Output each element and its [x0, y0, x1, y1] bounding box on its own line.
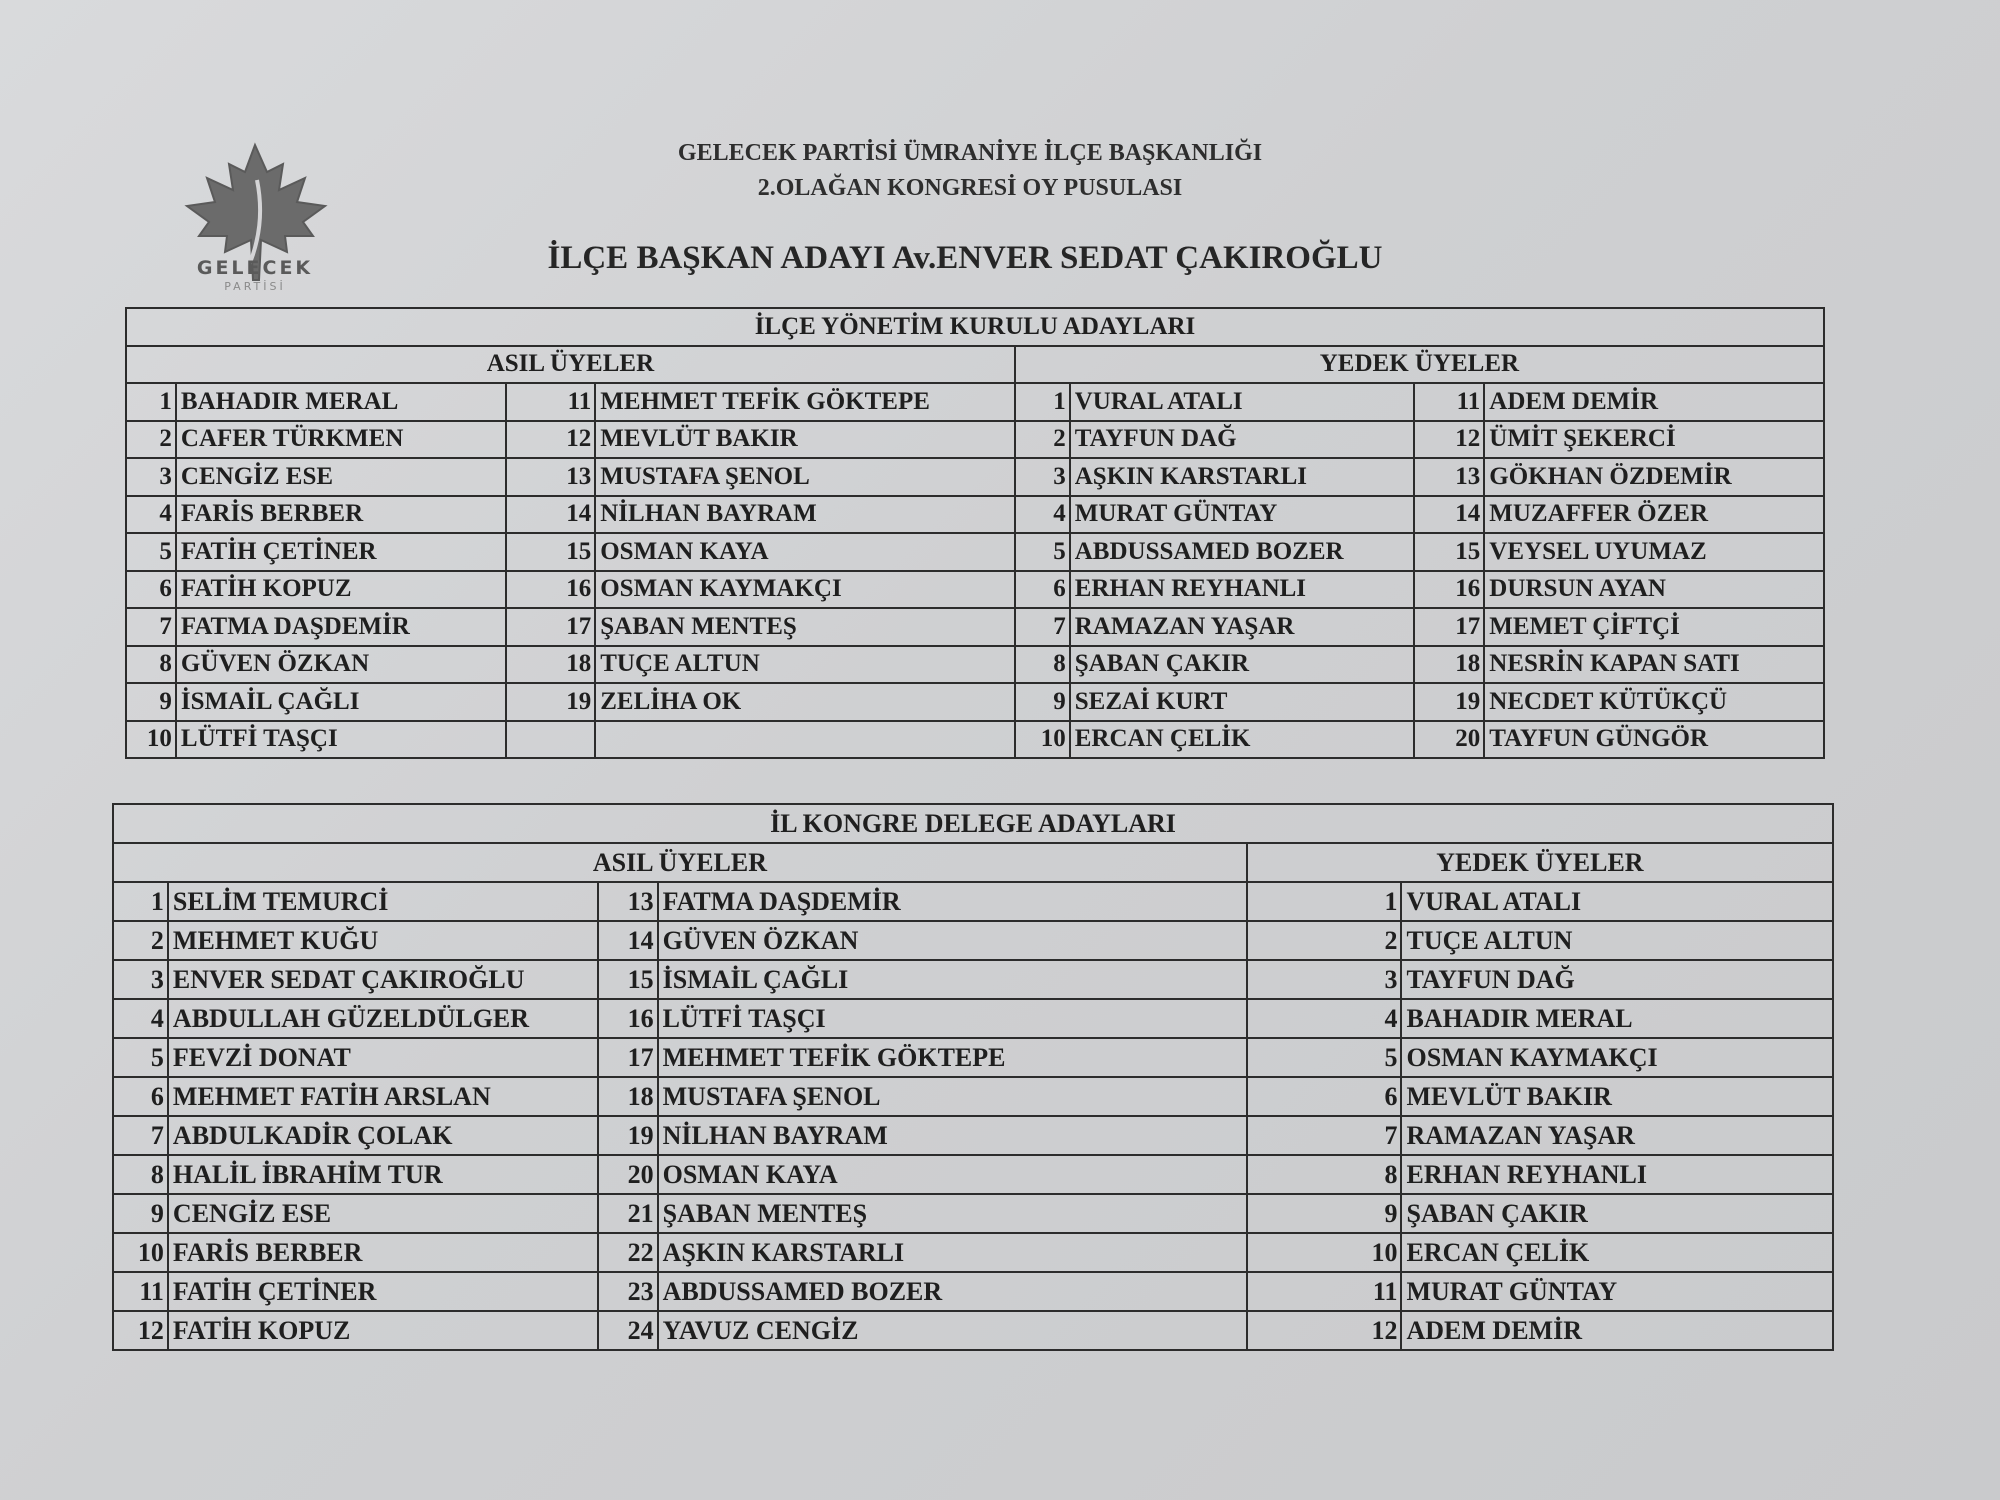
ilce-name-cell: ADEM DEMİR	[1484, 383, 1824, 421]
il-name-cell: FATİH KOPUZ	[168, 1311, 598, 1350]
il-number-cell: 19	[598, 1116, 658, 1155]
ilce-name-cell: ŞABAN ÇAKIR	[1070, 646, 1415, 684]
il-row	[113, 1272, 1833, 1311]
ilce-name-cell: MEVLÜT BAKIR	[595, 421, 1015, 459]
ilce-number-cell: 3	[126, 458, 176, 496]
il-row	[113, 960, 1833, 999]
ilce-row	[126, 421, 1824, 459]
il-number-cell: 23	[598, 1272, 658, 1311]
il-number-cell: 1	[113, 882, 168, 921]
il-number-cell: 4	[113, 999, 168, 1038]
il-name-cell: NİLHAN BAYRAM	[658, 1116, 1247, 1155]
il-name-cell: ABDULKADİR ÇOLAK	[168, 1116, 598, 1155]
ilce-name-cell: VURAL ATALI	[1070, 383, 1415, 421]
il-number-cell: 3	[113, 960, 168, 999]
ilce-name-cell: İSMAİL ÇAĞLI	[176, 683, 506, 721]
il-name-cell: ERHAN REYHANLI	[1401, 1155, 1833, 1194]
il-yedek-header: YEDEK ÜYELER	[1247, 843, 1833, 882]
ilce-number-cell: 3	[1015, 458, 1070, 496]
il-name-cell: İSMAİL ÇAĞLI	[658, 960, 1247, 999]
ilce-number-cell: 4	[1015, 496, 1070, 534]
ilce-name-cell: TAYFUN GÜNGÖR	[1484, 721, 1824, 759]
ilce-name-cell: TAYFUN DAĞ	[1070, 421, 1415, 459]
logo-subtext: PARTİSİ	[224, 280, 286, 293]
ilce-number-cell: 15	[1414, 533, 1484, 571]
il-name-cell: MEHMET KUĞU	[168, 921, 598, 960]
ilce-yedek-header: YEDEK ÜYELER	[1015, 346, 1824, 384]
il-name-cell: OSMAN KAYMAKÇI	[1401, 1038, 1833, 1077]
ilce-number-cell: 9	[1015, 683, 1070, 721]
ilce-number-cell: 11	[506, 383, 596, 421]
il-row	[113, 1116, 1833, 1155]
ilce-number-cell: 18	[1414, 646, 1484, 684]
ilce-section-title: İLÇE YÖNETİM KURULU ADAYLARI	[126, 308, 1824, 346]
ilce-name-cell: BAHADIR MERAL	[176, 383, 506, 421]
logo-wordmark: GELECEK	[196, 257, 314, 279]
il-number-cell: 22	[598, 1233, 658, 1272]
il-number-cell: 1	[1247, 882, 1402, 921]
ilce-rows	[126, 383, 1824, 758]
ilce-name-cell: MEMET ÇİFTÇİ	[1484, 608, 1824, 646]
ilce-number-cell: 5	[1015, 533, 1070, 571]
il-section-title: İL KONGRE DELEGE ADAYLARI	[113, 804, 1833, 843]
il-number-cell: 13	[598, 882, 658, 921]
il-number-cell: 18	[598, 1077, 658, 1116]
ilce-row	[126, 608, 1824, 646]
il-number-cell: 14	[598, 921, 658, 960]
ilce-asil-header: ASIL ÜYELER	[126, 346, 1015, 384]
il-name-cell: HALİL İBRAHİM TUR	[168, 1155, 598, 1194]
ilce-name-cell: RAMAZAN YAŞAR	[1070, 608, 1415, 646]
il-name-cell: FATİH ÇETİNER	[168, 1272, 598, 1311]
il-number-cell: 11	[1247, 1272, 1402, 1311]
ilce-number-cell: 17	[506, 608, 596, 646]
il-name-cell: ERCAN ÇELİK	[1401, 1233, 1833, 1272]
header-line-2: 2.OLAĞAN KONGRESİ OY PUSULASI	[757, 175, 1183, 201]
ilce-number-cell: 5	[126, 533, 176, 571]
ilce-name-cell: ERHAN REYHANLI	[1070, 571, 1415, 609]
il-number-cell: 6	[113, 1077, 168, 1116]
ilce-name-cell: NECDET KÜTÜKÇÜ	[1484, 683, 1824, 721]
il-number-cell: 12	[1247, 1311, 1402, 1350]
il-number-cell: 20	[598, 1155, 658, 1194]
ilce-number-cell: 2	[1015, 421, 1070, 459]
il-name-cell: SELİM TEMURCİ	[168, 882, 598, 921]
ilce-name-cell: DURSUN AYAN	[1484, 571, 1824, 609]
il-number-cell: 10	[113, 1233, 168, 1272]
il-name-cell: ŞABAN MENTEŞ	[658, 1194, 1247, 1233]
ilce-row	[126, 721, 1824, 759]
il-name-cell: GÜVEN ÖZKAN	[658, 921, 1247, 960]
ilce-row	[126, 533, 1824, 571]
il-number-cell: 2	[1247, 921, 1402, 960]
il-kongre-table	[112, 803, 1834, 1351]
il-row	[113, 999, 1833, 1038]
il-number-cell: 16	[598, 999, 658, 1038]
il-number-cell: 2	[113, 921, 168, 960]
il-row	[113, 882, 1833, 921]
il-name-cell: ENVER SEDAT ÇAKIROĞLU	[168, 960, 598, 999]
ilce-number-cell: 12	[1414, 421, 1484, 459]
il-row	[113, 1038, 1833, 1077]
ilce-name-cell	[595, 721, 1015, 759]
ilce-name-cell: ZELİHA OK	[595, 683, 1015, 721]
ilce-number-cell: 13	[1414, 458, 1484, 496]
ilce-number-cell: 8	[1015, 646, 1070, 684]
ilce-number-cell: 6	[126, 571, 176, 609]
il-name-cell: FATMA DAŞDEMİR	[658, 882, 1247, 921]
ilce-name-cell: VEYSEL UYUMAZ	[1484, 533, 1824, 571]
il-name-cell: VURAL ATALI	[1401, 882, 1833, 921]
il-row	[113, 1077, 1833, 1116]
il-name-cell: ŞABAN ÇAKIR	[1401, 1194, 1833, 1233]
ilce-row	[126, 683, 1824, 721]
ilce-name-cell: FARİS BERBER	[176, 496, 506, 534]
ilce-number-cell: 1	[126, 383, 176, 421]
ilce-number-cell: 13	[506, 458, 596, 496]
ilce-number-cell: 14	[506, 496, 596, 534]
ilce-name-cell: GÜVEN ÖZKAN	[176, 646, 506, 684]
il-number-cell: 15	[598, 960, 658, 999]
ilce-number-cell: 6	[1015, 571, 1070, 609]
il-row	[113, 921, 1833, 960]
il-number-cell: 4	[1247, 999, 1402, 1038]
ilce-name-cell: ERCAN ÇELİK	[1070, 721, 1415, 759]
il-name-cell: YAVUZ CENGİZ	[658, 1311, 1247, 1350]
il-number-cell: 3	[1247, 960, 1402, 999]
il-name-cell: MUSTAFA ŞENOL	[658, 1077, 1247, 1116]
ilce-number-cell: 19	[1414, 683, 1484, 721]
ilce-number-cell: 17	[1414, 608, 1484, 646]
il-name-cell: MEVLÜT BAKIR	[1401, 1077, 1833, 1116]
ilce-name-cell: CENGİZ ESE	[176, 458, 506, 496]
ilce-number-cell: 8	[126, 646, 176, 684]
ilce-number-cell: 7	[126, 608, 176, 646]
il-name-cell: LÜTFİ TAŞÇI	[658, 999, 1247, 1038]
il-name-cell: BAHADIR MERAL	[1401, 999, 1833, 1038]
il-number-cell: 24	[598, 1311, 658, 1350]
il-number-cell: 8	[113, 1155, 168, 1194]
ilce-number-cell: 12	[506, 421, 596, 459]
ilce-name-cell: FATİH ÇETİNER	[176, 533, 506, 571]
ilce-row	[126, 383, 1824, 421]
il-name-cell: ADEM DEMİR	[1401, 1311, 1833, 1350]
il-name-cell: ABDULLAH GÜZELDÜLGER	[168, 999, 598, 1038]
ilce-name-cell: OSMAN KAYA	[595, 533, 1015, 571]
ilce-number-cell: 1	[1015, 383, 1070, 421]
il-number-cell: 17	[598, 1038, 658, 1077]
ilce-number-cell: 11	[1414, 383, 1484, 421]
ilce-row	[126, 496, 1824, 534]
candidate-title: İLÇE BAŞKAN ADAYI Av.ENVER SEDAT ÇAKIROĞLU	[547, 240, 1383, 276]
ilce-name-cell: AŞKIN KARSTARLI	[1070, 458, 1415, 496]
ilce-name-cell: ŞABAN MENTEŞ	[595, 608, 1015, 646]
il-name-cell: RAMAZAN YAŞAR	[1401, 1116, 1833, 1155]
ilce-name-cell: CAFER TÜRKMEN	[176, 421, 506, 459]
il-number-cell: 11	[113, 1272, 168, 1311]
ilce-number-cell: 16	[1414, 571, 1484, 609]
ilce-name-cell: MUSTAFA ŞENOL	[595, 458, 1015, 496]
ilce-yonetim-table	[125, 307, 1825, 759]
il-number-cell: 7	[113, 1116, 168, 1155]
ilce-name-cell: FATİH KOPUZ	[176, 571, 506, 609]
il-name-cell: MEHMET TEFİK GÖKTEPE	[658, 1038, 1247, 1077]
ilce-number-cell: 18	[506, 646, 596, 684]
il-name-cell: CENGİZ ESE	[168, 1194, 598, 1233]
ilce-number-cell	[506, 721, 596, 759]
il-number-cell: 5	[1247, 1038, 1402, 1077]
ilce-number-cell: 16	[506, 571, 596, 609]
il-name-cell: FARİS BERBER	[168, 1233, 598, 1272]
ilce-number-cell: 7	[1015, 608, 1070, 646]
il-number-cell: 9	[1247, 1194, 1402, 1233]
il-rows	[113, 882, 1833, 1350]
il-row	[113, 1194, 1833, 1233]
ilce-row	[126, 571, 1824, 609]
ilce-name-cell: SEZAİ KURT	[1070, 683, 1415, 721]
il-name-cell: TAYFUN DAĞ	[1401, 960, 1833, 999]
header-line-1: GELECEK PARTİSİ ÜMRANİYE İLÇE BAŞKANLIĞI	[677, 140, 1263, 166]
il-number-cell: 21	[598, 1194, 658, 1233]
ilce-number-cell: 19	[506, 683, 596, 721]
il-number-cell: 7	[1247, 1116, 1402, 1155]
ilce-name-cell: FATMA DAŞDEMİR	[176, 608, 506, 646]
ilce-name-cell: MEHMET TEFİK GÖKTEPE	[595, 383, 1015, 421]
ilce-name-cell: NESRİN KAPAN SATI	[1484, 646, 1824, 684]
il-row	[113, 1155, 1833, 1194]
il-name-cell: MURAT GÜNTAY	[1401, 1272, 1833, 1311]
il-name-cell: ABDUSSAMED BOZER	[658, 1272, 1247, 1311]
ilce-name-cell: LÜTFİ TAŞÇI	[176, 721, 506, 759]
ilce-row	[126, 458, 1824, 496]
ilce-name-cell: ABDUSSAMED BOZER	[1070, 533, 1415, 571]
il-name-cell: FEVZİ DONAT	[168, 1038, 598, 1077]
ilce-name-cell: MURAT GÜNTAY	[1070, 496, 1415, 534]
ilce-number-cell: 10	[1015, 721, 1070, 759]
il-name-cell: OSMAN KAYA	[658, 1155, 1247, 1194]
ilce-name-cell: NİLHAN BAYRAM	[595, 496, 1015, 534]
ilce-number-cell: 15	[506, 533, 596, 571]
il-name-cell: TUÇE ALTUN	[1401, 921, 1833, 960]
il-name-cell: MEHMET FATİH ARSLAN	[168, 1077, 598, 1116]
il-number-cell: 9	[113, 1194, 168, 1233]
il-number-cell: 8	[1247, 1155, 1402, 1194]
ilce-number-cell: 10	[126, 721, 176, 759]
il-number-cell: 12	[113, 1311, 168, 1350]
ilce-name-cell: GÖKHAN ÖZDEMİR	[1484, 458, 1824, 496]
ilce-number-cell: 4	[126, 496, 176, 534]
il-row	[113, 1233, 1833, 1272]
ilce-name-cell: OSMAN KAYMAKÇI	[595, 571, 1015, 609]
ilce-name-cell: MUZAFFER ÖZER	[1484, 496, 1824, 534]
il-name-cell: AŞKIN KARSTARLI	[658, 1233, 1247, 1272]
ilce-name-cell: ÜMİT ŞEKERCİ	[1484, 421, 1824, 459]
ilce-number-cell: 2	[126, 421, 176, 459]
ilce-number-cell: 14	[1414, 496, 1484, 534]
ilce-name-cell: TUÇE ALTUN	[595, 646, 1015, 684]
il-asil-header: ASIL ÜYELER	[113, 843, 1247, 882]
il-number-cell: 5	[113, 1038, 168, 1077]
ilce-number-cell: 20	[1414, 721, 1484, 759]
ilce-number-cell: 9	[126, 683, 176, 721]
il-number-cell: 10	[1247, 1233, 1402, 1272]
il-row	[113, 1311, 1833, 1350]
ilce-row	[126, 646, 1824, 684]
il-number-cell: 6	[1247, 1077, 1402, 1116]
